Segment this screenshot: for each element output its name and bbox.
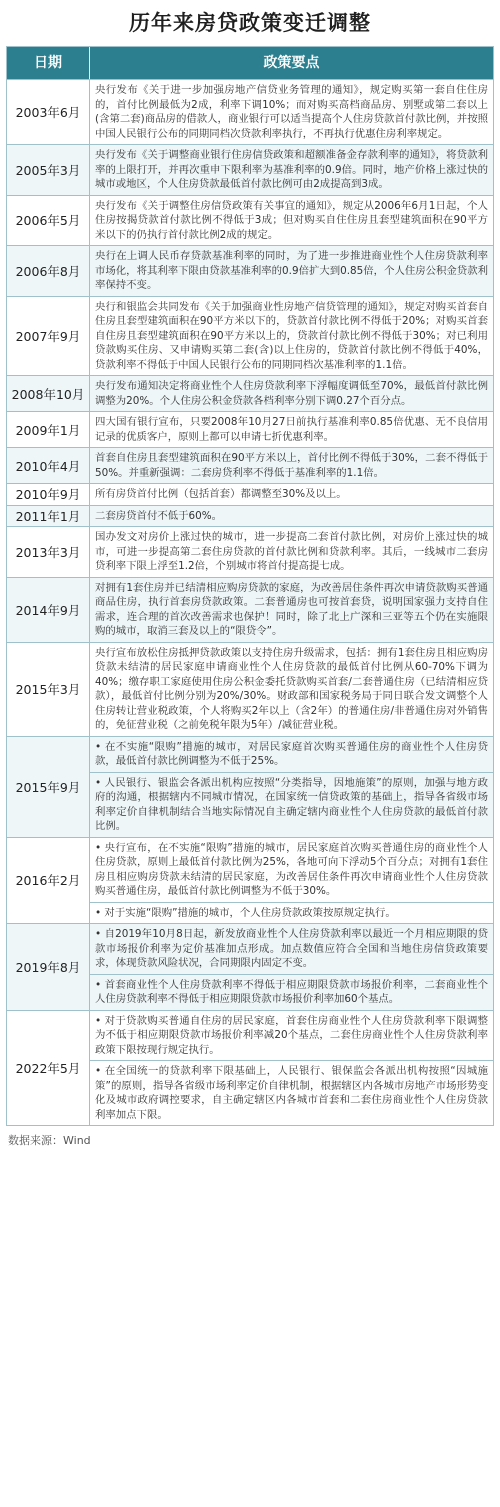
- row-date: 2011年1月: [7, 506, 90, 527]
- row-policy: [90, 737, 493, 837]
- row-date: 2007年9月: [7, 297, 90, 376]
- row-date: 2009年1月: [7, 412, 90, 447]
- table-row: [7, 736, 493, 837]
- policy-text: 央行发布《关于调整住房信贷政策有关事宜的通知》，规定从2006年6月1日起，个人住房按揭贷款首付款比例不得低于3成；但对购买自住住房且套型建筑面积在90平方米以下的仍执行首付款比例2成的规定。: [95, 199, 488, 241]
- table-row: [7, 642, 493, 736]
- row-policy: [90, 196, 493, 246]
- policy-text: 央行发布《关于进一步加强房地产信贷业务管理的通知》，规定购买第一套自住住房的，首付比例最低为2成，利率下调10%；而对购买高档商品房、别墅或第二套以上(含第二套)商品房的借款人，商业银行可以适当提高个人住房贷款首付款比例，并按照中国人民银行公布的同期同档次贷款利率执行，不再执行优惠住房利率规定。: [95, 84, 488, 140]
- table-row: [7, 79, 493, 144]
- row-policy: [90, 1011, 493, 1126]
- row-date: 2010年9月: [7, 484, 90, 505]
- row-policy: [90, 145, 493, 195]
- policy-text: • 人民银行、银监会各派出机构应按照“分类指导，因地施策”的原则，加强与地方政府的沟通，根据辖内不同城市情况，在国家统一信贷政策的基础上，指导各省级市场利率定价自律机制结合当地实际情况自主确定辖内商业性个人住房贷款的最低首付款比例。: [90, 772, 493, 837]
- page-title: 历年来房贷政策变迁调整: [129, 11, 371, 35]
- table-row: [7, 1010, 493, 1126]
- table-row: [7, 505, 493, 527]
- row-date: 2016年2月: [7, 838, 90, 924]
- data-source: 数据来源：Wind: [8, 1134, 91, 1147]
- row-date: 2013年3月: [7, 527, 90, 577]
- row-policy: [90, 643, 493, 736]
- table-row: [7, 526, 493, 577]
- row-date: 2014年9月: [7, 578, 90, 642]
- row-date: 2005年3月: [7, 145, 90, 195]
- row-date: 2003年6月: [7, 80, 90, 144]
- policy-text: 央行宣布放松住房抵押贷款政策以支持住房升级需求，包括：拥有1套住房且相应购房贷款未结清的居民家庭申请商业性个人住房贷款的最低首付比例从60-70%下调为40%；缴存职工家庭使用住房公积金委托贷款购买首套/二套普通住房（已结清相应贷款），最低首付比例分别为20%/30%。财政部和国家税务局于同日联合发文调整个人住房转让营业税政策，个人将购买2年以上（含2年）的普通住房/非普通住房对外销售的，免征营业税（之前免税年限为5年）/减征营业税。: [95, 646, 488, 731]
- table-row: [7, 411, 493, 447]
- policy-text: • 对于实施“限购”措施的城市，个人住房贷款政策按原规定执行。: [90, 902, 493, 924]
- policy-text: • 对于贷款购买普通自住房的居民家庭，首套住房商业性个人住房贷款利率下限调整为不低于相应期限贷款市场报价利率减20个基点，二套住房商业性个人住房贷款利率政策下限按现行规定执行。: [95, 1014, 488, 1056]
- row-date: 2015年9月: [7, 737, 90, 837]
- row-date: 2008年10月: [7, 376, 90, 411]
- policy-text: 央行发布通知决定将商业性个人住房贷款利率下浮幅度调低至70%，最低首付款比例调整为20%。个人住房公积金贷款各档利率分别下调0.27个百分点。: [95, 380, 488, 407]
- table-row: [7, 375, 493, 411]
- policy-text: • 央行宣布，在不实施“限购”措施的城市，居民家庭首次购买普通住房的商业性个人住房贷款，原则上最低首付款比例为25%，各地可向下浮动5个百分点；对拥有1套住房且相应购房贷款未结清的居民家庭，为改善居住条件再次申请商业性个人住房贷款购买普通住房，最低首付款比例调整为不低于30%。: [95, 841, 488, 897]
- policy-column-header: 政策要点: [263, 55, 320, 71]
- table-row: [7, 483, 493, 505]
- row-policy: [90, 297, 493, 376]
- policy-text: 首套自住房且套型建筑面积在90平方米以上，首付比例不得低于30%，二套不得低于50%。并重新强调：二套房贷利率不得低于基准利率的1.1倍。: [95, 452, 488, 479]
- policy-text: • 在不实施“限购”措施的城市，对居民家庭首次购买普通住房的商业性个人住房贷款，最低首付款比例调整为不低于25%。: [95, 740, 488, 767]
- row-date: 2006年5月: [7, 196, 90, 246]
- row-policy: [90, 412, 493, 447]
- policy-text: • 自2019年10月8日起，新发放商业性个人住房贷款利率以最近一个月相应期限的贷款市场报价利率为定价基准加点形成。加点数值应符合全国和当地住房信贷政策要求，体现贷款风险状况，合同期限内固定不变。: [95, 928, 488, 969]
- policy-text: 国办发文对房价上涨过快的城市，进一步提高二套首付款比例，对房价上涨过快的城市，可进一步提高第二套住房贷款的首付款比例和贷款利率。其后，一线城市二套房贷利率下限上浮至1.2倍，个别城市将首付提高提七成。: [95, 531, 488, 572]
- table-row: [7, 245, 493, 296]
- table-header: [7, 47, 493, 79]
- table-body: [7, 79, 493, 1125]
- date-column-header: 日期: [7, 47, 90, 79]
- policy-text: 对拥有1套住房并已结清相应购房贷款的家庭，为改善居住条件再次申请贷款购买普通商品住房，执行首套房贷款政策。二套普通房也可按首套贷，说明国家强力支持自住需求，连合理的首次改善需求也保护！同时，除了北上广深和三亚等五个仍在实施限购的城市，取消三套及以上的“限贷令”。: [95, 581, 488, 637]
- row-policy: [90, 484, 493, 505]
- row-date: 2015年3月: [7, 643, 90, 736]
- row-policy: [90, 246, 493, 296]
- table-row: [7, 144, 493, 195]
- row-policy: [90, 80, 493, 144]
- policy-text: 央行和银监会共同发布《关于加强商业性房地产信贷管理的通知》，规定对购买首套自住房且套型建筑面积在90平方米以下的，贷款首付款比例不得低于20%；对购买首套自住房且套型建筑面积在90平方米以上的，贷款首付款比例不得低于30%；对已利用贷款购买住房、又申请购买第二套(含)以上住房的，贷款首付款比例不得低于40%，贷款利率不得低于中国人民银行公布的同期同档次基准利率的1.1倍。: [95, 300, 488, 371]
- row-policy: [90, 527, 493, 577]
- row-date: 2006年8月: [7, 246, 90, 296]
- policy-text: 二套房贷首付不低于60%。: [95, 509, 222, 522]
- policy-text: 央行在上调人民币存贷款基准利率的同时，为了进一步推进商业性个人住房贷款利率市场化，将其利率下限由贷款基准利率的0.9倍扩大到0.85倍，个人住房公积金贷款利率保持不变。: [95, 250, 488, 291]
- row-date: 2022年5月: [7, 1011, 90, 1126]
- policy-table: [6, 46, 494, 1126]
- policy-text: 四大国有银行宣布，只要2008年10月27日前执行基准利率0.85倍优惠、无不良信用记录的优质客户，原则上都可以申请七折优惠利率。: [95, 416, 488, 443]
- row-date: 2019年8月: [7, 924, 90, 1010]
- row-date: 2010年4月: [7, 448, 90, 483]
- policy-text: 所有房贷首付比例（包括首套）都调整至30%及以上。: [95, 488, 347, 500]
- table-row: [7, 923, 493, 1010]
- table-row: [7, 447, 493, 483]
- table-row: [7, 837, 493, 924]
- policy-text: • 在全国统一的贷款利率下限基础上，人民银行、银保监会各派出机构按照“因城施策”的原则，指导各省级市场利率定价自律机制，根据辖区内各城市房地产市场形势变化及城市政府调控要求，自主确定辖区内各城市首套和二套住房商业性个人住房贷款利率加点下限。: [90, 1060, 493, 1125]
- row-policy: [90, 924, 493, 1010]
- policy-text: • 首套商业性个人住房贷款利率不得低于相应期限贷款市场报价利率，二套商业性个人住房贷款利率不得低于相应期限贷款市场报价利率加60个基点。: [90, 974, 493, 1010]
- row-policy: [90, 506, 493, 527]
- row-policy: [90, 448, 493, 483]
- row-policy: [90, 578, 493, 642]
- table-row: [7, 577, 493, 642]
- table-row: [7, 195, 493, 246]
- table-row: [7, 296, 493, 376]
- row-policy: [90, 376, 493, 411]
- row-policy: [90, 838, 493, 924]
- policy-text: 央行发布《关于调整商业银行住房信贷政策和超额准备金存款利率的通知》，将贷款利率的上限打开，并再次重申下限利率为基准利率的0.9倍。同时，地产价格上涨过快的城市或地区，个人住房贷款最低首付款比例可由2成提高到3成。: [95, 149, 488, 190]
